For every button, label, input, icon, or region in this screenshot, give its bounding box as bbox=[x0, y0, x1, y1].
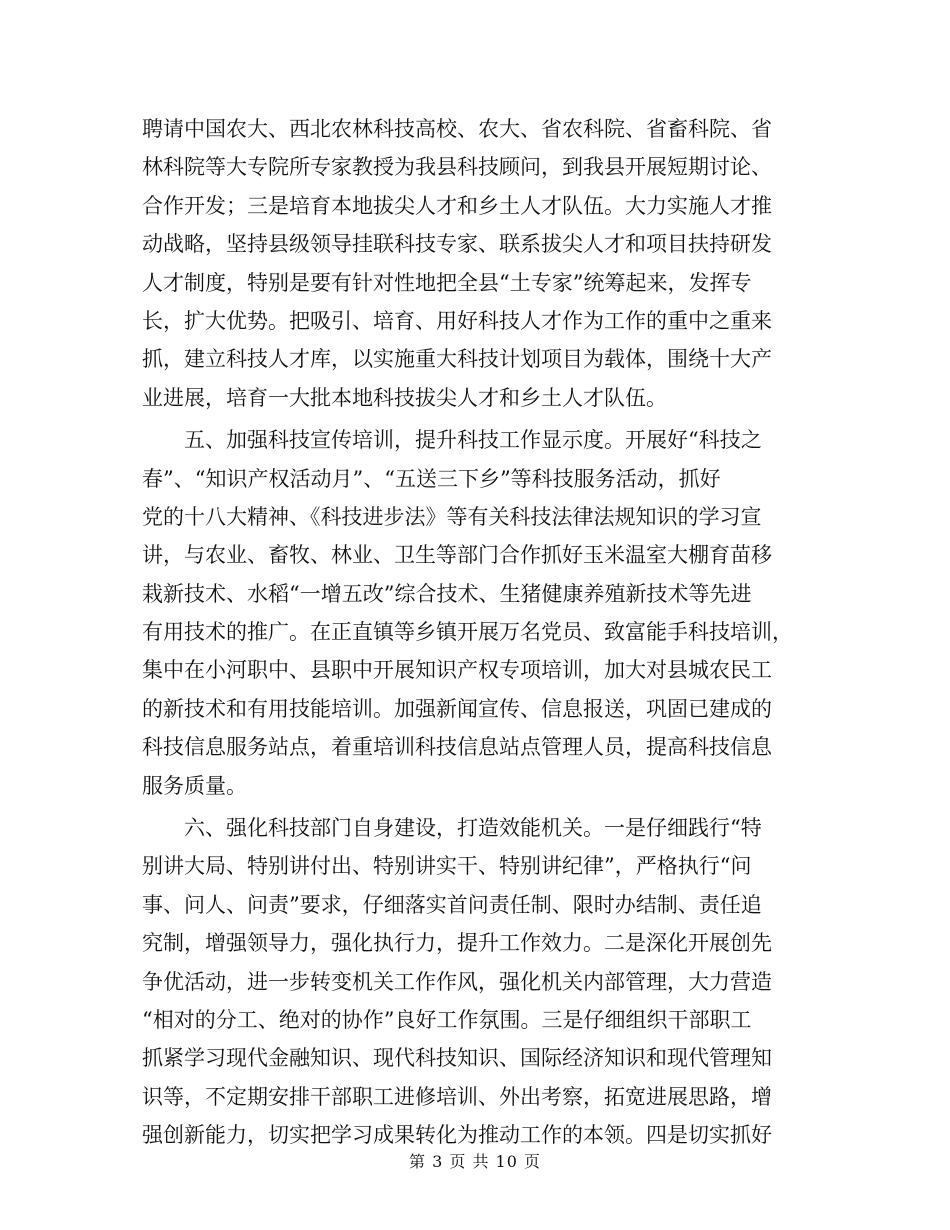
text-line: 集中在小河职中、县职中开展知识产权专项培训，加大对县城农民工 bbox=[142, 658, 772, 683]
document-body bbox=[142, 110, 802, 1155]
text-line: 业进展，培育一大批本地科技拔尖人才和乡土人才队伍。 bbox=[142, 385, 667, 410]
text-line: “相对的分工、绝对的协作”良好工作氛围。三是仔细组织干部职工 bbox=[142, 1007, 752, 1032]
page-number-footer: 第 3 页 共 10 页 bbox=[409, 1152, 541, 1171]
text-line: 长，扩大优势。把吸引、培育、用好科技人才作为工作的重中之重来 bbox=[142, 308, 772, 333]
text-line: 科技信息服务站点，着重培训科技信息站点管理人员，提高科技信息 bbox=[142, 735, 772, 760]
paragraph-section-6 bbox=[142, 809, 802, 1155]
text-line: 有用技术的推广。在正直镇等乡镇开展万名党员、致富能手科技培训， bbox=[142, 620, 793, 645]
paragraph-talent bbox=[142, 110, 802, 417]
text-line: 服务质量。 bbox=[142, 773, 247, 798]
text-line: 强创新能力，切实把学习成果转化为推动工作的本领。四是切实抓好 bbox=[142, 1123, 772, 1148]
text-line-indented: 六、强化科技部门自身建设，打造效能机关。一是仔细践行“特 bbox=[184, 816, 762, 841]
text-line: 动战略，坚持县级领导挂联科技专家、联系拔尖人才和项目扶持研发 bbox=[142, 232, 772, 257]
text-line: 人才制度，特别是要有针对性地把全县“土专家”统筹起来，发挥专 bbox=[142, 270, 752, 295]
paragraph-section-5 bbox=[142, 421, 802, 805]
text-line: 抓，建立科技人才库，以实施重大科技计划项目为载体，围绕十大产 bbox=[142, 347, 772, 372]
text-line: 争优活动，进一步转变机关工作作风，强化机关内部管理，大力营造 bbox=[142, 969, 772, 994]
text-line: 究制，增强领导力，强化执行力，提升工作效力。二是深化开展创先 bbox=[142, 931, 772, 956]
text-line: 别讲大局、特别讲付出、特别讲实干、特别讲纪律”，严格执行“问 bbox=[142, 854, 752, 879]
text-line: 春”、“知识产权活动月”、“五送三下乡”等科技服务活动，抓好 bbox=[142, 466, 721, 491]
text-line-indented: 五、加强科技宣传培训，提升科技工作显示度。开展好“科技之 bbox=[184, 428, 762, 453]
text-line: 聘请中国农大、西北农林科技高校、农大、省农科院、省畜科院、省 bbox=[142, 117, 772, 141]
text-line: 栽新技术、水稻“一增五改”综合技术、生猪健康养殖新技术等先进 bbox=[142, 581, 752, 606]
text-line: 党的十八大精神、《科技进步法》等有关科技法律法规知识的学习宣 bbox=[142, 504, 762, 529]
text-line: 事、问人、问责”要求，仔细落实首问责任制、限时办结制、责任追 bbox=[142, 892, 762, 917]
text-line: 林科院等大专院所专家教授为我县科技顾问，到我县开展短期讨论、 bbox=[142, 155, 772, 180]
text-line: 讲，与农业、畜牧、林业、卫生等部门合作抓好玉米温室大棚育苗移 bbox=[142, 543, 772, 568]
text-line: 合作开发；三是培育本地拔尖人才和乡土人才队伍。大力实施人才推 bbox=[142, 193, 772, 218]
text-line: 的新技术和有用技能培训。加强新闻宣传、信息报送，巩固已建成的 bbox=[142, 696, 772, 721]
text-line: 识等，不定期安排干部职工进修培训、外出考察，拓宽进展思路，增 bbox=[142, 1084, 772, 1109]
text-line: 抓紧学习现代金融知识、现代科技知识、国际经济知识和现代管理知 bbox=[142, 1046, 772, 1071]
